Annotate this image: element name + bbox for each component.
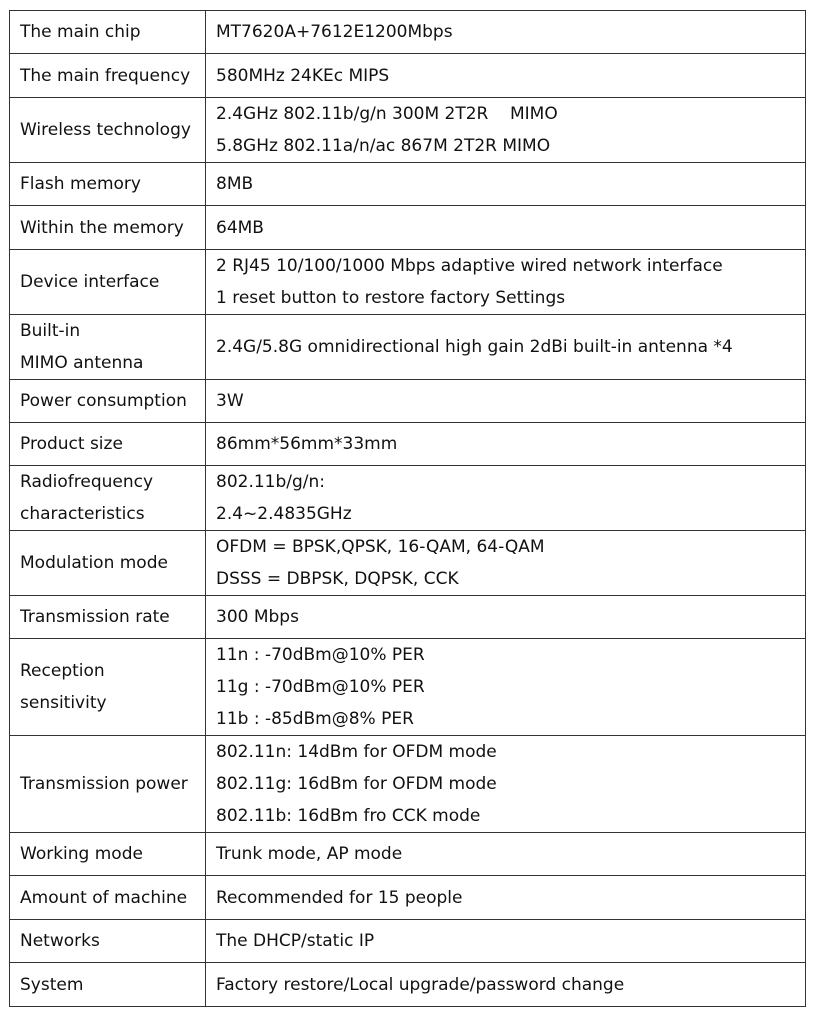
spec-value-cell [206,963,806,1007]
spec-value-text: 802.11n: 14dBm for OFDM mode [216,742,497,762]
spec-row [10,98,806,163]
spec-label-text: Transmission power [20,774,188,794]
spec-label-text: The main frequency [20,65,191,86]
spec-label-text: characteristics [20,504,145,524]
spec-value-text: 2.4G/5.8G omnidirectional high gain 2dBi built-in antenna *4 [216,337,733,357]
spec-label-cell [10,736,206,833]
spec-label-text: The main chip [20,22,141,42]
spec-label-cell [10,98,206,163]
spec-label-text: Modulation mode [20,553,168,573]
spec-label-text: sensitivity [20,693,107,713]
spec-table-body [10,11,806,1007]
spec-value-text: Trunk mode, AP mode [216,844,403,864]
spec-label-text: Radiofrequency [20,472,154,492]
spec-row [10,876,806,920]
spec-label-cell [10,250,206,315]
spec-value-text: 580MHz 24KEc MIPS [216,65,390,86]
spec-value-text: 11n : -70dBm@10% PER [216,645,425,665]
spec-value-text: 86mm*56mm*33mm [216,434,398,454]
spec-label-cell [10,11,206,54]
spec-row [10,54,806,98]
spec-label-cell [10,639,206,736]
spec-label-cell [10,531,206,596]
spec-value-cell [206,736,806,833]
spec-value-cell [206,876,806,920]
spec-value-text: 2 RJ45 10/100/1000 Mbps adaptive wired network interface [216,256,723,276]
spec-value-text: 3W [216,391,244,411]
spec-row [10,206,806,250]
spec-value-cell [206,596,806,639]
spec-label-text: Flash memory [20,174,141,194]
spec-value-text: 2.4~2.4835GHz [216,504,352,524]
spec-value-cell [206,163,806,206]
spec-row [10,163,806,206]
spec-label-cell [10,876,206,920]
spec-value-cell [206,531,806,596]
spec-label-text: Transmission rate [20,607,170,627]
spec-value-text: DSSS = DBPSK, DQPSK, CCK [216,569,459,589]
spec-label-cell [10,423,206,466]
spec-label-text: Within the memory [20,217,184,238]
spec-value-text: 5.8GHz 802.11a/n/ac 867M 2T2R MIMO [216,136,551,156]
spec-value-text: 64MB [216,217,264,238]
spec-value-text: 802.11b: 16dBm fro CCK mode [216,806,481,826]
spec-label-cell [10,833,206,876]
spec-label-text: Working mode [20,844,143,864]
spec-value-text: Recommended for 15 people [216,887,463,908]
spec-value-text: OFDM = BPSK,QPSK, 16-QAM, 64-QAM [216,537,545,557]
spec-label-text: Wireless technology [20,120,191,140]
spec-value-text: 802.11b/g/n: [216,472,326,492]
spec-row [10,531,806,596]
spec-row [10,833,806,876]
spec-row [10,250,806,315]
spec-value-text: 8MB [216,174,254,194]
spec-label-cell [10,163,206,206]
spec-row [10,466,806,531]
spec-value-cell [206,11,806,54]
spec-value-cell [206,639,806,736]
spec-label-text: Device interface [20,272,160,292]
spec-label-text: System [20,974,84,995]
spec-row [10,423,806,466]
spec-label-cell [10,963,206,1007]
spec-value-text: 1 reset button to restore factory Settings [216,288,566,308]
spec-label-cell [10,466,206,531]
spec-value-cell [206,466,806,531]
spec-value-text: 11b : -85dBm@8% PER [216,709,414,729]
spec-value-cell [206,315,806,380]
spec-row [10,380,806,423]
spec-value-cell [206,423,806,466]
spec-value-text: 802.11g: 16dBm for OFDM mode [216,774,497,794]
spec-label-text: MIMO antenna [20,353,144,373]
spec-row [10,315,806,380]
spec-label-text: Reception [20,661,105,681]
spec-label-text: Power consumption [20,391,187,411]
spec-value-cell [206,920,806,963]
spec-row [10,639,806,736]
spec-row [10,596,806,639]
spec-label-text: Built-in [20,321,81,341]
spec-label-text: Product size [20,434,123,454]
spec-value-text: 300 Mbps [216,607,299,627]
spec-label-cell [10,315,206,380]
spec-value-text: 2.4GHz 802.11b/g/n 300M 2T2R MIMO [216,104,558,124]
spec-row [10,920,806,963]
spec-value-cell [206,380,806,423]
spec-table [9,10,806,1007]
spec-value-text: The DHCP/static IP [216,931,375,951]
spec-label-cell [10,206,206,250]
spec-label-text: Amount of machine [20,887,188,908]
spec-value-cell [206,98,806,163]
spec-value-cell [206,250,806,315]
spec-value-cell [206,54,806,98]
spec-value-text: Factory restore/Local upgrade/password change [216,974,625,995]
spec-row [10,963,806,1007]
spec-value-text: MT7620A+7612E1200Mbps [216,22,453,42]
spec-label-cell [10,380,206,423]
spec-value-cell [206,833,806,876]
spec-value-cell [206,206,806,250]
spec-label-cell [10,920,206,963]
spec-label-cell [10,54,206,98]
spec-label-text: Networks [20,931,100,951]
spec-value-text: 11g : -70dBm@10% PER [216,677,425,697]
spec-row [10,736,806,833]
spec-row [10,11,806,54]
spec-label-cell [10,596,206,639]
